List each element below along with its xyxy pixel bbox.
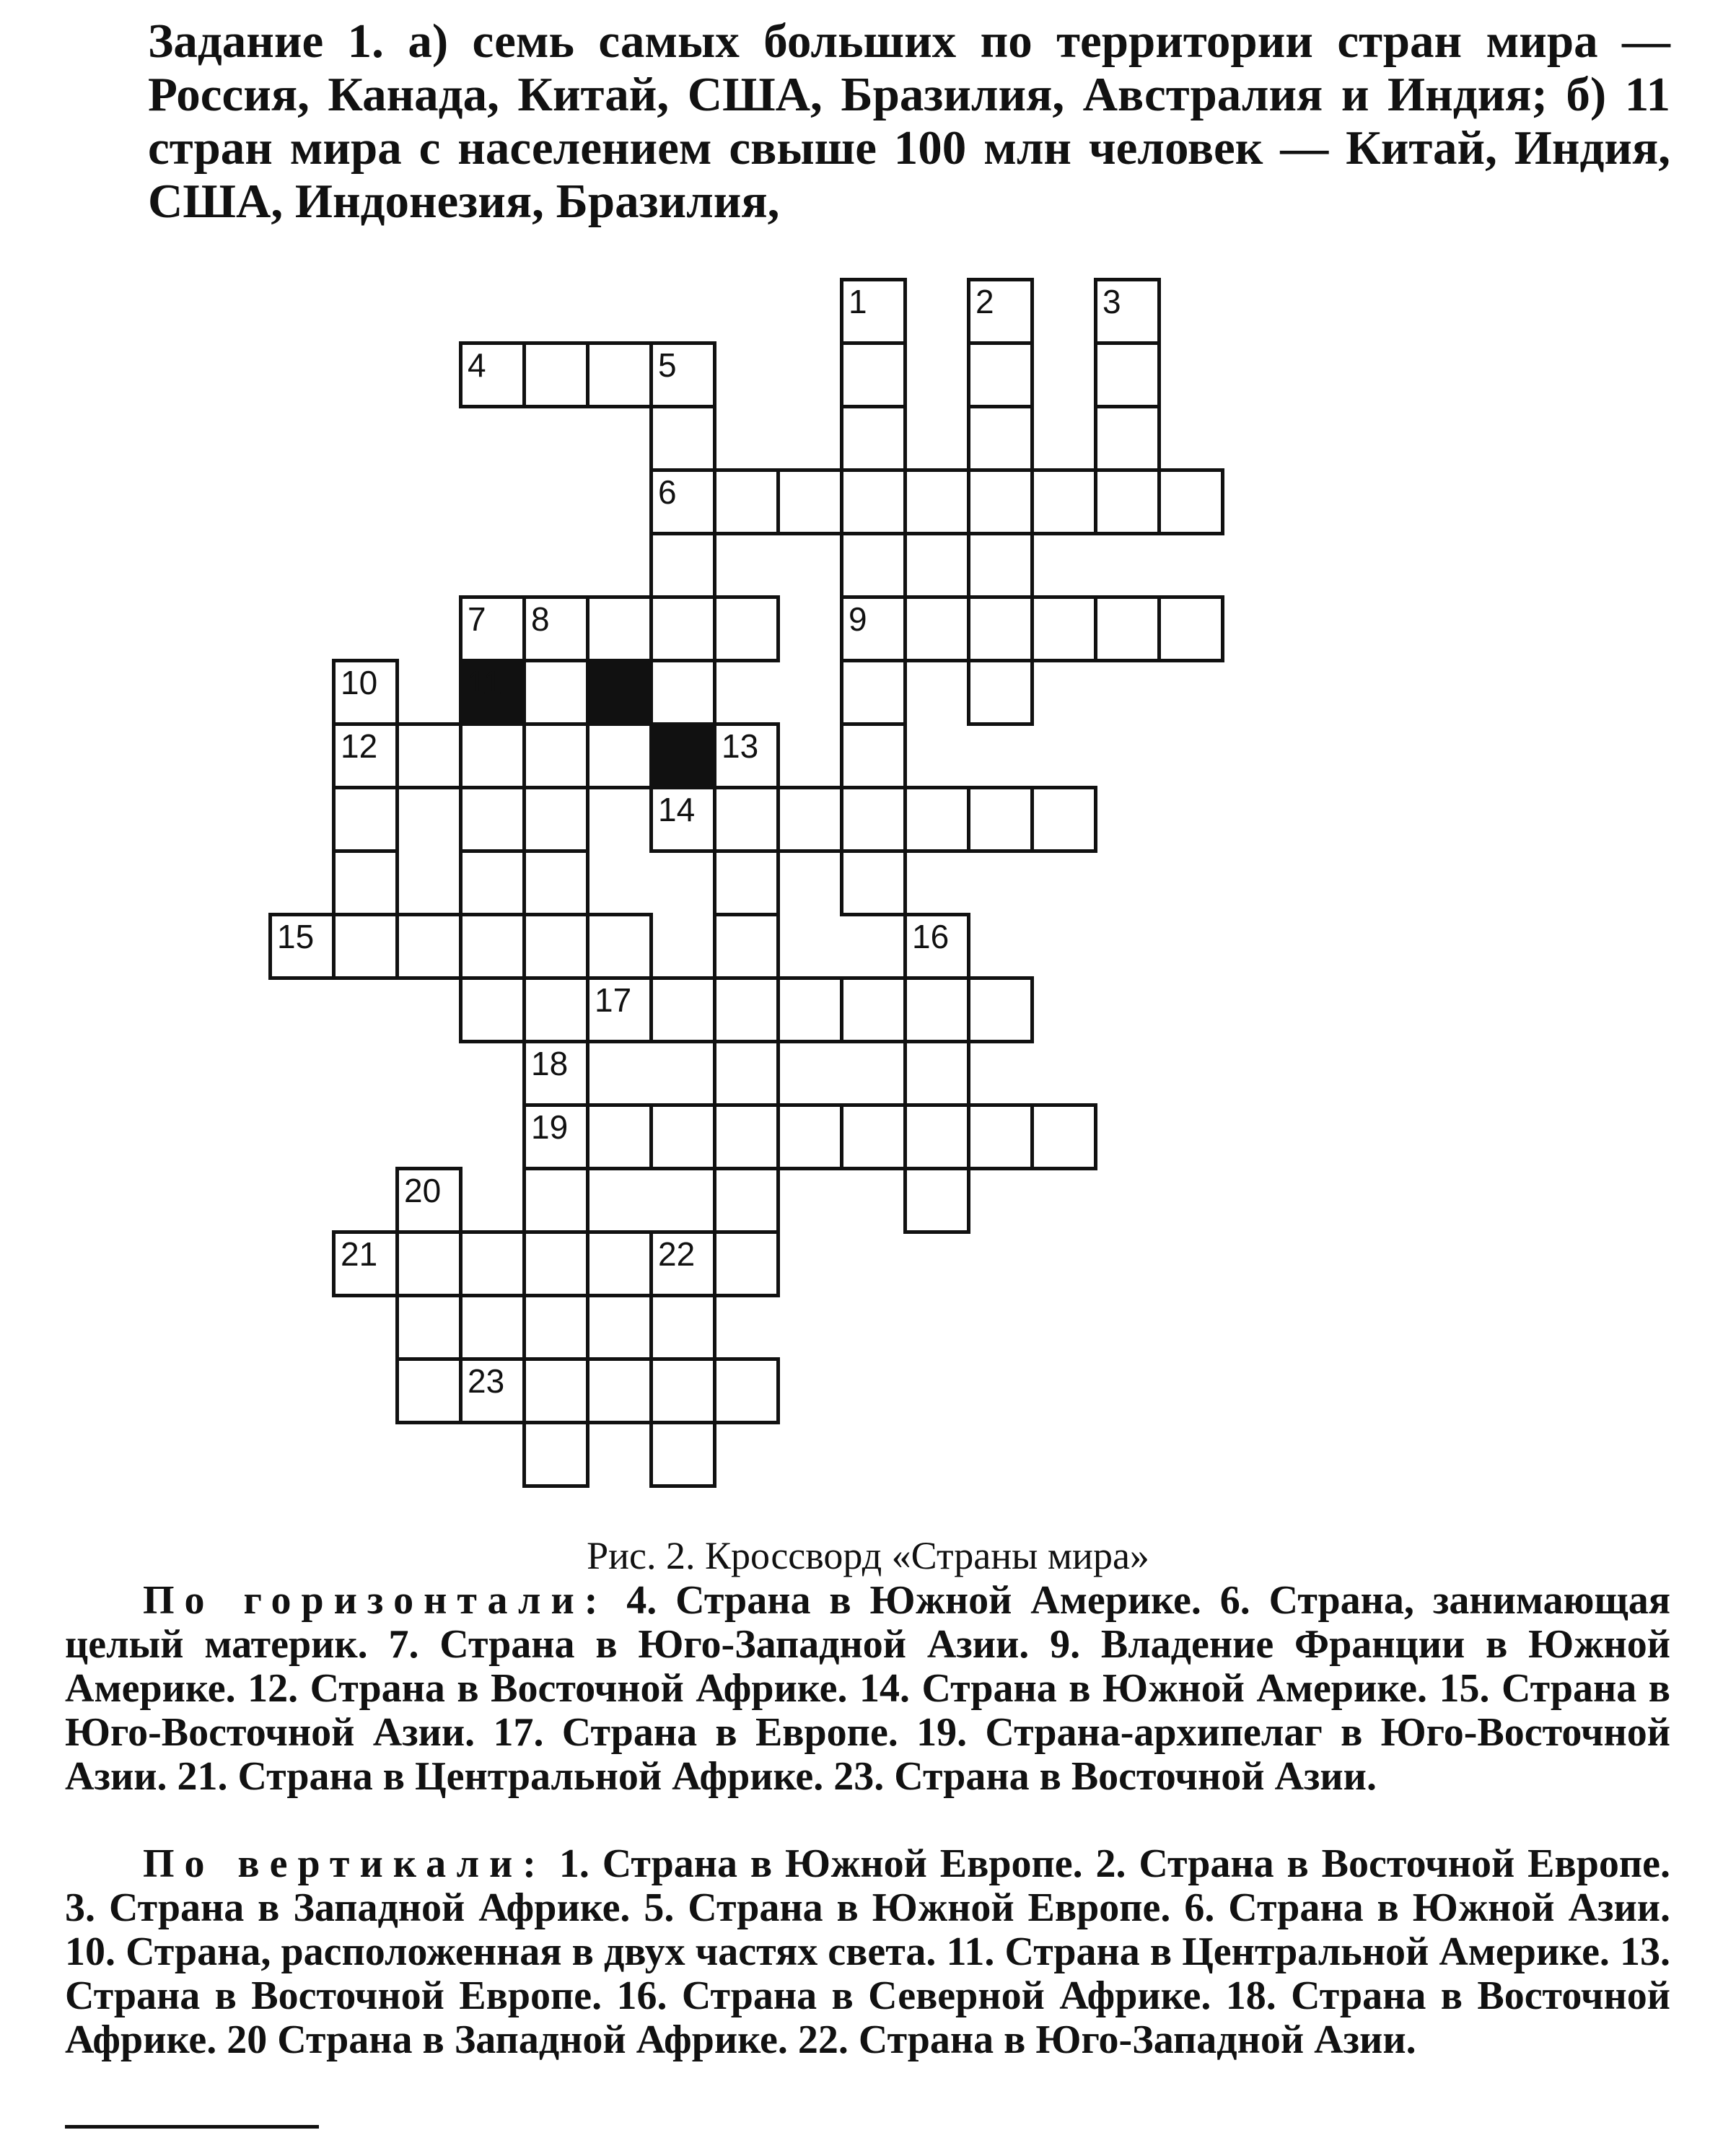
crossword-cell: [840, 976, 907, 1043]
crossword-cell: [967, 532, 1034, 599]
crossword-cell: [967, 595, 1034, 662]
crossword-cell: [903, 1167, 970, 1234]
crossword-number: 10: [341, 664, 378, 701]
crossword-cell: [713, 786, 780, 853]
crossword-number: 20: [404, 1172, 442, 1209]
crossword-cell: [903, 1040, 970, 1107]
crossword-cell: [586, 913, 653, 980]
crossword-number: 16: [912, 918, 950, 955]
crossword-cell: [522, 1294, 589, 1361]
crossword-cell: [332, 849, 399, 916]
clues-across-text: 4. Страна в Южной Америке. 6. Страна, занимающая целый материк. 7. Страна в Юго-Западной Азии. 9. Владение Франции в Южной Америке. 12. Страна в Восточной Африке. 14. Страна в Южной Америке. 15. Страна в Юго-Восточной Азии. 17. Страна в Европе. 19. Страна-архипелаг в Юго-Восточной Азии. 21. Страна в Центральной Африке. 23. Страна в Восточной Азии.: [65, 1578, 1670, 1799]
crossword-number: 18: [531, 1045, 569, 1082]
crossword-number: 9: [849, 600, 867, 638]
crossword-cell: [522, 1421, 589, 1488]
crossword-number: 5: [658, 346, 677, 384]
crossword-cell: [1094, 341, 1161, 408]
crossword-cell: [1030, 786, 1097, 853]
crossword-cell: [840, 532, 907, 599]
crossword-cell: [967, 468, 1034, 535]
crossword-black-cell: [649, 722, 716, 789]
crossword-cell: [903, 595, 970, 662]
crossword-cell: [522, 341, 589, 408]
crossword-cell: [1094, 405, 1161, 472]
crossword-cell: [840, 468, 907, 535]
crossword-cell: [459, 849, 526, 916]
crossword-cell: [840, 405, 907, 472]
crossword-cell: [713, 1040, 780, 1107]
crossword-cell: [1030, 595, 1097, 662]
crossword-cell: [840, 849, 907, 916]
crossword-cell: [903, 976, 970, 1043]
crossword-cell: [713, 1357, 780, 1424]
crossword-cell: [459, 722, 526, 789]
crossword-cell: [649, 405, 716, 472]
crossword-cell: [713, 595, 780, 662]
crossword-cell: [713, 1103, 780, 1170]
crossword-cell: [903, 786, 970, 853]
crossword-cell: [522, 1167, 589, 1234]
crossword-cell: [459, 1230, 526, 1297]
crossword-cell: [395, 1357, 463, 1424]
crossword-number: 17: [595, 981, 632, 1019]
crossword-cell: [776, 1103, 843, 1170]
crossword-cell: [586, 1103, 653, 1170]
crossword-number: 14: [658, 791, 696, 828]
crossword-cell: [649, 1103, 716, 1170]
crossword-cell: [840, 722, 907, 789]
crossword-cell: [649, 595, 716, 662]
crossword-cell: [395, 1230, 463, 1297]
crossword-cell: [649, 1294, 716, 1361]
crossword-cell: [332, 786, 399, 853]
crossword-cell: [713, 976, 780, 1043]
clues-across-heading: По горизонтали:: [143, 1578, 608, 1623]
clues-across: [65, 1579, 1670, 1799]
crossword-cell: [903, 468, 970, 535]
crossword-cell: [586, 1357, 653, 1424]
clues-down: [65, 1842, 1670, 2062]
crossword-number: 7: [468, 600, 486, 638]
crossword-cell: [1030, 468, 1097, 535]
crossword-cell: [1094, 468, 1161, 535]
task-text: а) семь самых больших по территории стран мира — Россия, Канада, Китай, США, Бразилия, Австралия и Индия; б) 11 стран мира с населением свыше 100 млн человек — Китай, Индия, США, Индонезия, Бразилия,: [148, 14, 1671, 228]
crossword-cell: [522, 659, 589, 726]
crossword-cell: [522, 849, 589, 916]
crossword-cell: [586, 1230, 653, 1297]
crossword-cell: [967, 1103, 1034, 1170]
crossword-number: 2: [976, 283, 994, 320]
crossword-cell: [586, 722, 653, 789]
crossword-cell: [713, 1167, 780, 1234]
crossword-cell: [1094, 595, 1161, 662]
crossword-cell: [840, 659, 907, 726]
crossword-cell: [776, 786, 843, 853]
crossword-cell: [903, 1103, 970, 1170]
crossword-number: 1: [849, 283, 867, 320]
crossword-cell: [332, 913, 399, 980]
crossword-number: 4: [468, 346, 486, 384]
crossword-cell: [649, 976, 716, 1043]
crossword-cell: [459, 913, 526, 980]
clues-down-heading: По вертикали:: [143, 1841, 546, 1886]
crossword-cell: [649, 1357, 716, 1424]
crossword-number: 12: [341, 727, 378, 765]
crossword-cell: [967, 659, 1034, 726]
crossword-number: 8: [531, 600, 550, 638]
crossword-cell: [713, 913, 780, 980]
crossword-cell: [967, 341, 1034, 408]
crossword-cell: [1157, 468, 1224, 535]
crossword-cell: [522, 786, 589, 853]
crossword-number: 15: [277, 918, 315, 955]
crossword-cell: [459, 786, 526, 853]
clues-down-text: 1. Страна в Южной Европе. 2. Страна в Восточной Европе. 3. Страна в Западной Африке. 5. Страна в Южной Европе. 6. Страна в Южной Азии. 10. Страна, расположенная в двух частях света. 11. Страна в Центральной Америке. 13. Страна в Восточной Европе. 16. Страна в Северной Африке. 18. Страна в Восточной Африке. 20 Страна в Западной Африке. 22. Страна в Юго-Западной Азии.: [65, 1841, 1671, 2062]
figure-caption: Рис. 2. Кроссворд «Страны мира»: [587, 1534, 1149, 1577]
crossword-cell: [1157, 595, 1224, 662]
crossword-cell: [840, 786, 907, 853]
crossword-black-cell: [586, 659, 653, 726]
crossword-cell: [522, 913, 589, 980]
crossword-cell: [840, 341, 907, 408]
crossword-cell: [967, 405, 1034, 472]
crossword-cell: [713, 468, 780, 535]
crossword-cell: [649, 1421, 716, 1488]
crossword-cell: [1030, 1103, 1097, 1170]
crossword-number: 23: [468, 1362, 505, 1400]
crossword-cell: [395, 913, 463, 980]
crossword-cell: [649, 532, 716, 599]
task-label: Задание 1.: [148, 14, 384, 68]
crossword-number: 22: [658, 1235, 696, 1273]
crossword-cell: [522, 1357, 589, 1424]
crossword-cell: [395, 1294, 463, 1361]
crossword-cell: [649, 659, 716, 726]
crossword-cell: [522, 1230, 589, 1297]
crossword-number: 21: [341, 1235, 378, 1273]
crossword-number: 13: [722, 727, 759, 765]
crossword-number: 6: [658, 473, 677, 511]
crossword-cell: [395, 722, 463, 789]
crossword-cell: [713, 849, 780, 916]
crossword-cell: [776, 468, 843, 535]
crossword-cell: [586, 341, 653, 408]
crossword-cell: [776, 976, 843, 1043]
crossword-cell: [840, 1103, 907, 1170]
crossword-cell: [459, 976, 526, 1043]
crossword-cell: [586, 595, 653, 662]
crossword-number: 11: [468, 664, 502, 701]
footnote-rule: [65, 2125, 319, 2129]
crossword-number: 19: [531, 1108, 569, 1146]
crossword-cell: [713, 1230, 780, 1297]
crossword-cell: [967, 976, 1034, 1043]
crossword-cell: [522, 722, 589, 789]
crossword-cell: [967, 786, 1034, 853]
crossword-number: 3: [1102, 283, 1121, 320]
